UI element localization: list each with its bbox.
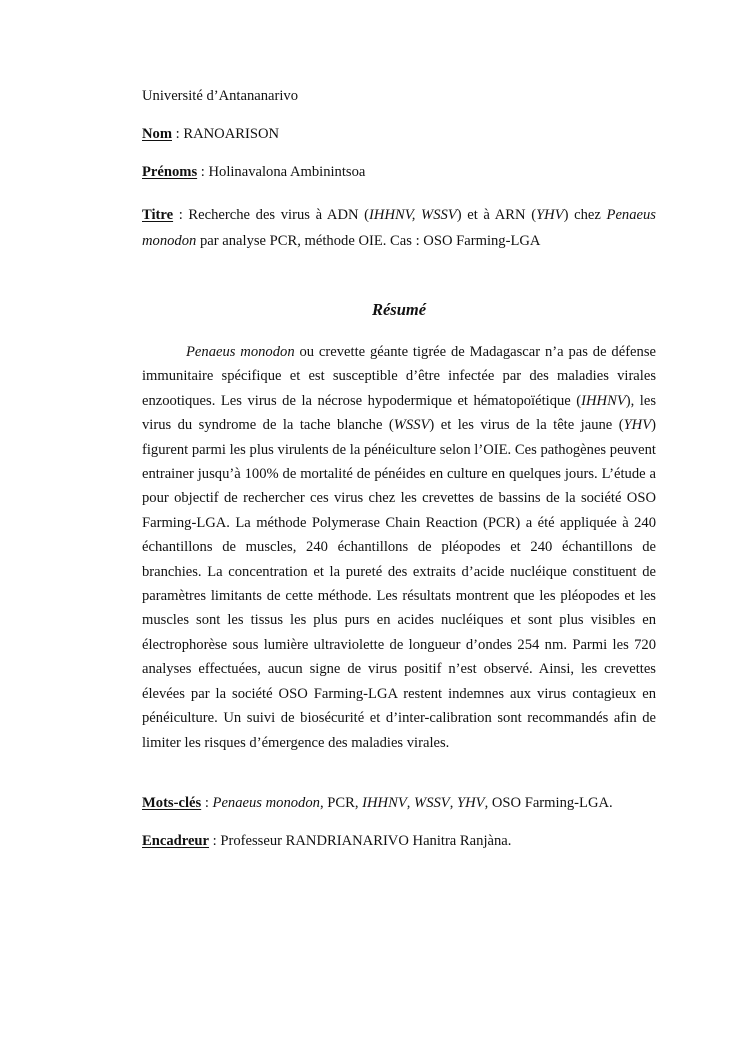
encadreur-value: Professeur RANDRIANARIVO Hanitra Ranjàna.	[220, 833, 512, 849]
mots-cles-text: , OSO Farming-LGA.	[484, 795, 613, 811]
titre-label: Titre	[142, 207, 174, 223]
prenoms-line	[142, 164, 365, 181]
virus-yhv: YHV	[623, 417, 652, 434]
titre-text: ) chez	[563, 207, 607, 223]
titre-text: par analyse PCR, méthode OIE. Cas : OSO Farming-LGA	[196, 233, 541, 249]
titre-block	[142, 202, 656, 254]
mots-cles-text: ,	[449, 795, 457, 811]
resume-heading: Résumé	[371, 300, 427, 319]
mots-cles-text: :	[201, 795, 213, 811]
titre-text: ) et à ARN (	[456, 207, 537, 223]
mots-cles-text: , PCR,	[319, 795, 363, 811]
titre-text: : Recherche des virus à ADN (	[173, 207, 370, 223]
resume-text: ) et les virus de la tête jaune (	[429, 417, 624, 434]
titre-virus-rna: YHV	[536, 207, 564, 223]
nom-label: Nom	[142, 126, 172, 142]
species-name: Penaeus monodon	[186, 344, 295, 360]
prenoms-sep: :	[197, 164, 209, 180]
mots-cles-label: Mots-clés	[142, 795, 202, 811]
encadreur-label: Encadreur	[142, 833, 210, 849]
nom-sep: :	[172, 126, 184, 142]
keyword: Penaeus monodon	[212, 795, 320, 811]
keyword: WSSV	[414, 795, 450, 811]
keyword: IHHNV	[362, 795, 407, 811]
encadreur-sep: :	[209, 833, 221, 849]
nom-value: RANOARISON	[183, 126, 280, 142]
prenoms-value: Holinavalona Ambinintsoa	[208, 164, 366, 180]
prenoms-label: Prénoms	[142, 164, 198, 180]
encadreur-line	[142, 833, 511, 850]
resume-text: ) figurent parmi les plus virulents de la pénéiculture selon l’OIE. Ces pathogènes peuvent entrainer jusqu’à 100% de mortalité de pénéides en culture en quelques jours. L’étude a pour objectif de rechercher ces virus chez les crevettes de bassins de la société OSO Farming-LGA. La méthode Polymerase Chain Reaction (PCR) a été appliquée à 240 échantillons de muscles, 240 échantillons de pléopodes et 240 échantillons de branchies. La concentration et la pureté des extraits d’acide nucléique constituent de paramètres limitants de cette méthode. Les résultats montrent que les pléopodes et les muscles sont les tissus les plus purs en acides nucléiques et sont plus visibles en électrophorèse sous lumière ultraviolette de longueur d’ondes 254 nm. Parmi les 720 analyses effectuées, aucun signe de virus positif n’est observé. Ainsi, les crevettes élevées par la société OSO Farming-LGA restent indemnes aux virus contagieux en pénéiculture. Un suivi de biosécurité et d’inter-calibration sont recommandés afin de limiter les risques d’émergence des maladies virales.	[142, 417, 657, 751]
virus-ihhnv: IHHNV	[581, 392, 626, 409]
titre-species: Penaeus monodon	[142, 207, 656, 249]
keyword: YHV	[457, 795, 485, 811]
mots-cles-text: ,	[406, 795, 415, 811]
mots-cles-line	[142, 795, 613, 812]
resume-text: ou crevette géante tigrée de Madagascar n’a pas de défense immunitaire spécifique et est susceptible d’être infectée par des maladies virales enzootiques. Les virus de la nécrose hypodermique et hématopoïétique (	[142, 344, 656, 409]
university-name: Université d’Antananarivo	[142, 88, 299, 104]
resume-paragraph	[142, 340, 656, 755]
resume-text: ), les virus du syndrome de la tache blanche (	[142, 392, 656, 434]
titre-virus-dna: IHHNV, WSSV	[369, 207, 457, 223]
nom-line	[142, 126, 279, 143]
virus-wssv: WSSV	[393, 417, 430, 434]
